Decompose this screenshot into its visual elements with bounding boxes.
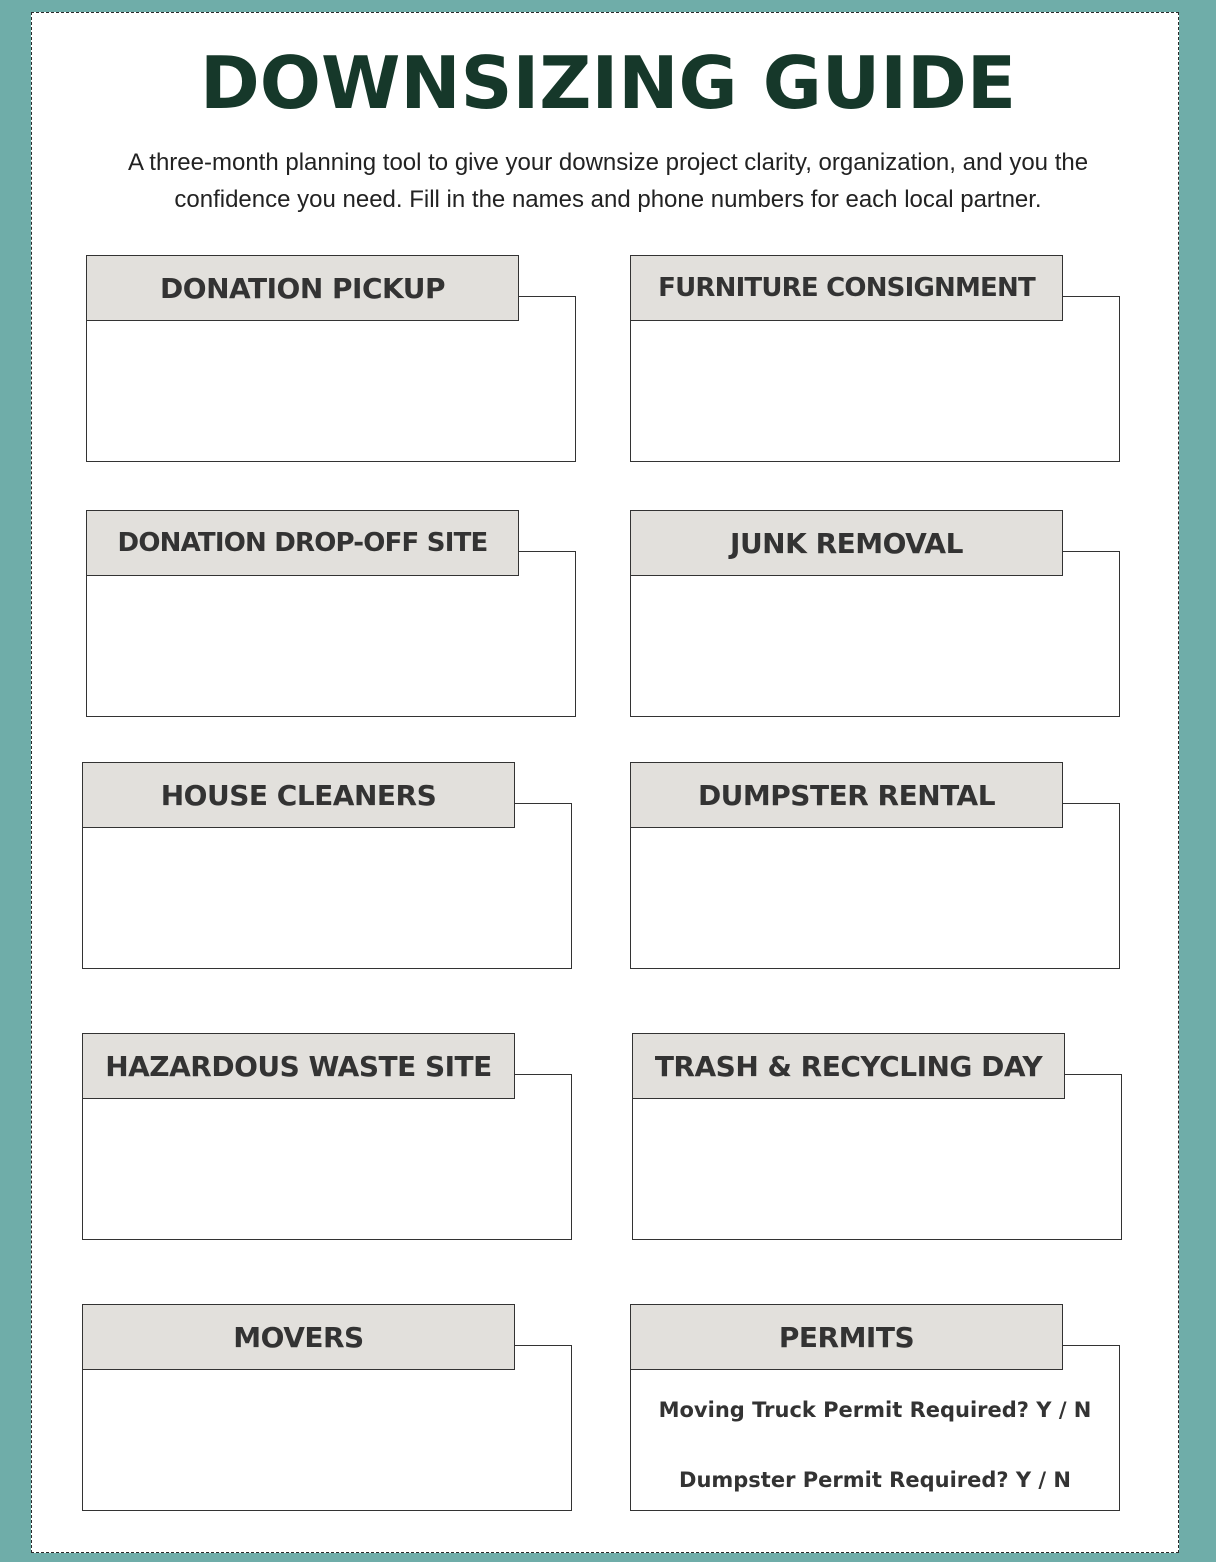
house-cleaners-label: HOUSE CLEANERS <box>82 762 515 828</box>
card-junk-removal <box>630 510 1120 717</box>
card-movers <box>82 1304 572 1511</box>
card-donation-pickup <box>86 255 576 462</box>
dumpster-permit-question[interactable]: Dumpster Permit Required? Y / N <box>679 1468 1071 1492</box>
card-furniture-consignment <box>630 255 1120 462</box>
hazardous-waste-label: HAZARDOUS WASTE SITE <box>82 1033 515 1099</box>
dumpster-rental-label: DUMPSTER RENTAL <box>630 762 1063 828</box>
card-permits <box>630 1304 1120 1511</box>
movers-label: MOVERS <box>82 1304 515 1370</box>
card-donation-dropoff <box>86 510 576 717</box>
junk-removal-label: JUNK REMOVAL <box>630 510 1063 576</box>
donation-dropoff-label: DONATION DROP-OFF SITE <box>86 510 519 576</box>
permits-label: PERMITS <box>630 1304 1063 1370</box>
card-house-cleaners <box>82 762 572 969</box>
donation-pickup-label: DONATION PICKUP <box>86 255 519 321</box>
card-hazardous-waste <box>82 1033 572 1240</box>
page-subtitle: A three-month planning tool to give your downsize project clarity, organization, and you the confidence you need. Fill in the names and phone numbers for each local partner. <box>127 149 1089 213</box>
card-trash-recycling <box>632 1033 1122 1240</box>
furniture-consignment-label: FURNITURE CONSIGNMENT <box>630 255 1063 321</box>
truck-permit-question[interactable]: Moving Truck Permit Required? Y / N <box>658 1398 1092 1422</box>
page-title: DOWNSIZING GUIDE <box>199 41 1016 125</box>
trash-recycling-label: TRASH & RECYCLING DAY <box>632 1033 1065 1099</box>
card-dumpster-rental <box>630 762 1120 969</box>
